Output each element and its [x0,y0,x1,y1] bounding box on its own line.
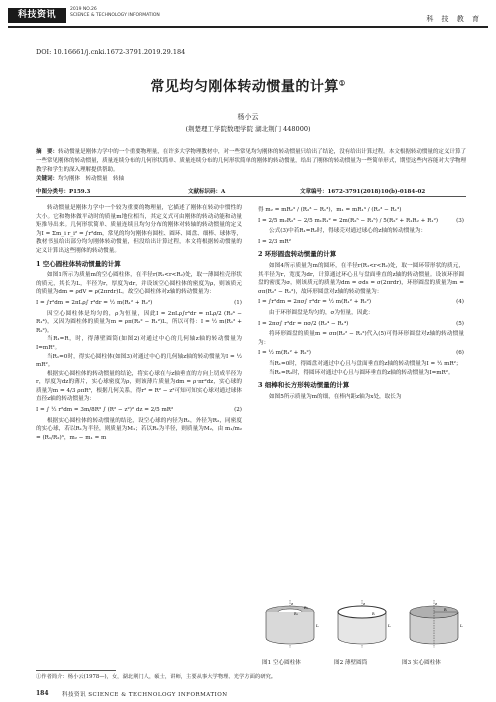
equation-6-body: I = 2πσ∫ r³dr = πσ/2 (R₂⁴ − R₁⁴) [258,320,349,327]
abstract-text: 转动惯量是刚体力学中的一个重要物理量，在许多大学物理教材中，对一些常见均匀刚体的转动惯量只给出了结论，没有给出计算过程。本文根据转动惯量的定义计算了一些常见刚体的转动惯量，质量连续分布的几何形状简单、质量连续分布的几何形状简单的刚体的转动惯量，给出了刚体的转动惯量为一些简单形式，期望这些内容能对大学物理教学和学生的深入理解提供帮助。 [36,149,466,173]
abstract [36,148,466,184]
page-number: 184 [36,690,49,697]
length-label: L [316,623,319,628]
section-2-heading: 2 环形圆盘转动惯量的计算 [258,250,337,259]
equation-2-number: (2) [234,407,242,414]
equation-5-number: (4) [456,299,464,306]
equation-4: I = 2/3 mR² [258,238,291,245]
left-column [36,204,242,442]
abstract-label: 摘 要： [36,149,59,155]
figure-row [258,600,468,648]
author: 杨小云 [237,113,259,121]
journal-meta [70,7,160,19]
solid-cylinder-figure [402,600,466,648]
section-1-paragraph-4: 当R₁=0时，得实心圆柱体(如图3)对通过中心的几何轴z轴的转动惯量为I = ½ mR²。 [36,353,242,369]
paper-title [0,76,496,96]
section-1-paragraph-3: 当R₁=R，时，得薄壁圆筒(如图2)对通过中心的几何轴z轴的转动惯量为I=mR²。 [36,336,242,351]
section-1-heading: 1 空心圆柱体转动惯量的计算 [36,259,121,268]
top-rim [338,606,386,618]
author-footnote: ①作者简介：杨小云(1978—)，女，湖北荆门人，硕士，讲师，主要从事大学物理、光学方面的研究。 [36,674,277,680]
hollow-cylinder-figure [258,600,322,648]
journal-english-name: SCIENCE & TECHNOLOGY INFORMATION [70,13,160,18]
section-2-paragraph-5: 当R₁=R₂时，得圆环对通过中心且与圆环垂直的z轴的转动惯量为I=mR²。 [269,369,454,376]
section-1-paragraph-5: 根据实心圆柱体的转动惯量的结论，将实心球在与z轴垂直的方向上切成半径为r，厚度为dz的薄片，实心球密度为ρ，则该薄片质量为dm = ρ·πr²dz，实心球的质量为m = 4/3 ρπR³，根据几何关系，得r² = R² − z²可知可知实心球对通过球体直径z轴的转动惯量为： [36,370,242,403]
abstract-separator [36,196,466,197]
section-3-heading: 3 细棒和长方形转动惯量的计算 [258,381,350,390]
equation-2-body: I = ∫ ½ r²dm = 3m/8R³ ∫ (R² − z²)² dz = 2/5 mR² [36,407,174,414]
footnote-rule [36,670,116,671]
document-code: 文献标识码：A [188,189,226,195]
section-1-paragraph-2: 因空心圆柱体是均匀的，ρ为恒量，因此I = 2πLρ∫r³dr = πLρ/2 (R₂⁴ − R₁⁴)，又因为圆柱体的质量为m = ρπ(R₂² − R₁²)L，所以可得：I = ½ m(R₁² + R₂²)。 [36,310,242,334]
thin-shell-figure [330,600,394,648]
axis-label: z [291,601,294,606]
section-2-paragraph-1: 如图4所示质量为m的圆环，在半径r(R₁<r<R₂)处，取一圆环带形状的质元，其半径为r，宽度为dr，计算通过环心且与盘面垂直的z轴的转动惯量。设该环形圆盘的密度为σ，则该质元的质量为dm = σds = σ(2πrdr)，环形圆盘的质量为m = σπ(R₂² − R₁²)，故环形圆盘对z轴的转动惯量为： [258,262,464,295]
length-label: L [460,623,463,628]
equation-7-body: I = ½ m(R₁² + R₂²) [258,350,311,357]
radius-label: R [372,612,375,616]
inner-radius-label: R₁ [294,612,299,616]
clc-number: 中图分类号：P159.3 [36,189,91,195]
equation-6 [258,320,464,329]
equation-3 [258,217,464,226]
title-text: 常见均匀刚体转动惯量的计算 [150,79,339,95]
equation-7 [258,349,464,358]
section-2-paragraph-3: 将环形圆盘的质量m = σπ(R₂² − R₁²)代入(5)可得环形圆盘对z轴的转动惯量为： [258,331,464,346]
section-2-paragraph-2: 由于环形圆盘是均匀的，σ为恒量，因此： [269,309,374,316]
header-rule [8,26,488,28]
equation-3a: 得 m₂ = mR₂³ / (R₂³ − R₁³)，m₁ = mR₁³ / (R₂³ − R₁³) [258,207,402,213]
section-label: 科 技 教 育 [426,15,482,23]
equation-5-body: I = ∫r²dm = 2πσ∫ r³dr = ½ m(R₁² + R₂²) [258,299,372,306]
figure-1-caption: 图1 空心圆柱体 [262,660,301,666]
axis-label: z [435,601,438,606]
axis-label: z [363,601,366,606]
equation-5 [258,298,464,307]
equation-7-number: (6) [456,350,464,357]
section-1-paragraph-7: 公式(3)中若R₁=R₂时，得球壳对通过球心的z轴的转动惯量为： [269,228,427,235]
radius-label: R [444,608,447,612]
intro-paragraph: 转动惯量是刚体力学中一个较为重要的物理量，它描述了刚体在转动中惯性的大小。它和物体做平动时的质量m地位相当，其定义式可由刚体的转动动能和动量矩推导出来。几何形状简单、质量连续且均匀分布的刚体对转轴的转动惯量的定义为I = Σm_i r_i² = ∫r²dm，常见的均匀刚体有圆柱、圆环、圆盘、细棒、球体等，教材书虽给出部分均匀刚体转动惯量，但没给出计算过程，本文将根据转动惯量的定义计算出这些刚体的转动惯量。 [36,205,242,254]
figure-2-caption: 图2 薄壁圆筒 [334,660,368,666]
equation-3-body: I = 2/5 m₂R₂² − 2/5 m₁R₁² = 2m(R₂⁵ − R₁⁵) / 5(R₂² + R₁R₂ + R₁²) [258,217,439,224]
equation-2 [36,406,242,415]
cylinder-wall [266,612,314,644]
keywords-text: 均匀刚体 转动惯量 转轴 [58,176,125,182]
issue-number: 2019 NO.26 [70,7,97,12]
length-label: L [388,623,391,628]
equation-1-number: (1) [234,299,242,306]
affiliation: (荆楚理工学院数理学院 湖北荆门 448000) [185,125,311,133]
title-footnote-mark: ① [338,78,346,88]
section-2-paragraph-4: 当R₁=0时，得圆盘对通过中心且与盘面垂直的z轴的转动惯量为I = ½ mR²； [269,360,462,367]
section-1-paragraph-1: 如图1所示为质量m的空心圆柱体，在半径r(R₁<r<R₂)处，取一薄圆柱壳形状的质元，其长为L，半径为r，厚度为dr，并设该空心圆柱体的密度为ρ，则该质元的质量为dm = ρdV = ρ(2πrdr)L。故空心圆柱体对z轴的转动惯量为： [36,272,242,296]
equation-1-body: I = ∫r²dm = 2πLρ∫ r³dr = ½ m(R₁² + R₂²) [36,299,153,306]
section-1-paragraph-6: 根据实心圆柱体的转动惯量的结论，设空心球的内径为R₁，外径为R₂，同密度的实心球，若以R₁为半径，则质量为M₁；若以R₂为半径，则质量为M₂，由 m₁/m₂ = (R₁/R₂)³，m₂ − m₁ = m [36,417,242,441]
equation-6-number: (5) [456,320,464,327]
abstract-paragraph [36,148,466,175]
doi: DOI: 10.16661/j.cnki.1672-3791.2019.29.184 [36,48,186,56]
equation-3-number: (3) [456,217,464,224]
right-column [258,204,464,401]
section-3-paragraph-1: 如图5所示质量为m的细，在棒内距z轴为x处，取长为 [269,393,402,400]
equation-1 [36,299,242,308]
outer-radius-label: R₂ [304,606,309,610]
article-number: 文章编号：1672-3791(2018)10(b)-0184-02 [300,189,426,195]
figure-3-caption: 图3 实心圆柱体 [402,660,441,666]
keywords-label: 关键词： [36,176,59,182]
keywords [36,175,466,184]
footer-journal-name: 科技资讯 SCIENCE & TECHNOLOGY INFORMATION [62,692,228,698]
journal-logo: 科技资讯 [8,8,66,23]
